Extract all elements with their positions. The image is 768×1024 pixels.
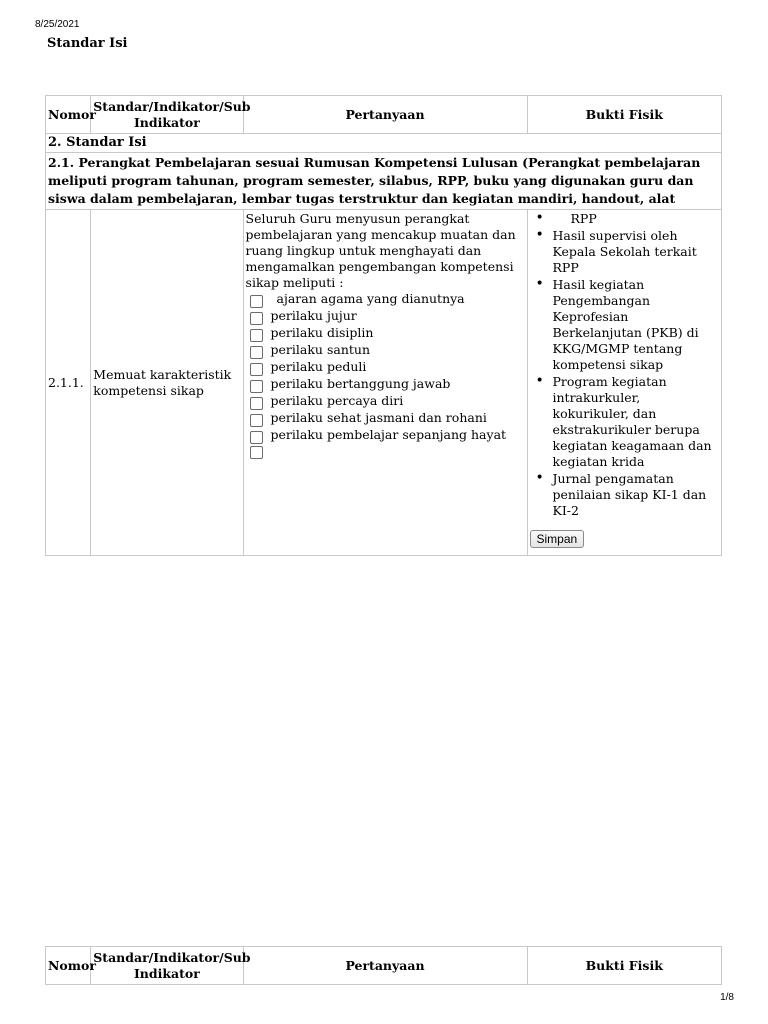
header-standar: Standar/Indikator/Sub Indikator [91, 96, 243, 134]
option-pembelajar[interactable] [246, 427, 525, 444]
checkbox[interactable] [250, 414, 263, 427]
bukti-fisik-list [530, 211, 720, 519]
checkbox[interactable] [250, 397, 263, 410]
header-nomor: Nomor [46, 96, 91, 134]
standar-isi-table-continued [45, 946, 722, 985]
page-number: 1/8 [720, 992, 734, 1003]
header-standar: Standar/Indikator/Sub Indikator [91, 947, 243, 985]
section-title: 2. Standar Isi [46, 134, 722, 153]
bukti-item-text: Hasil kegiatan Pengembangan Keprofesian Berkelanjutan (PKB) di KKG/MGMP tentang kompetensi sikap [552, 277, 699, 372]
option-disiplin[interactable] [246, 325, 525, 342]
list-item [530, 211, 720, 227]
row-nomor: 2.1.1. [46, 210, 91, 556]
list-item [530, 374, 720, 470]
table-header-row [46, 947, 722, 985]
header-nomor: Nomor [46, 947, 91, 985]
bukti-item-text: RPP [570, 211, 597, 226]
row-indikator: Memuat karakteristik kompetensi sikap [91, 210, 243, 556]
checkbox[interactable] [250, 446, 263, 459]
table-row [46, 210, 722, 556]
option-label: perilaku jujur [270, 308, 357, 323]
section-row [46, 134, 722, 153]
option-empty[interactable] [246, 444, 525, 459]
table-header-row [46, 96, 722, 134]
option-percaya-diri[interactable] [246, 393, 525, 410]
option-label: ajaran agama yang dianutnya [276, 291, 465, 306]
checkbox[interactable] [250, 346, 263, 359]
question-text: Seluruh Guru menyusun perangkat pembelajaran yang mencakup muatan dan ruang lingkup untuk menghayati dan mengamalkan pengembangan kompetensi sikap meliputi : [245, 211, 516, 290]
standar-isi-table [45, 95, 722, 556]
option-label: perilaku pembelajar sepanjang hayat [270, 427, 507, 442]
header-bukti-fisik: Bukti Fisik [527, 947, 722, 985]
option-label: perilaku bertanggung jawab [270, 376, 451, 391]
list-item [530, 228, 720, 276]
checkbox[interactable] [250, 312, 263, 325]
option-bertanggung-jawab[interactable] [246, 376, 525, 393]
list-item [530, 471, 720, 519]
bukti-item-text: Program kegiatan intrakurkuler, kokurikuler, dan ekstrakurikuler berupa kegiatan keagamaan dan kegiatan krida [552, 374, 712, 469]
option-label: perilaku sehat jasmani dan rohani [270, 410, 487, 425]
option-jujur[interactable] [246, 308, 525, 325]
option-agama[interactable] [246, 291, 525, 308]
checkbox[interactable] [250, 380, 263, 393]
checkbox[interactable] [250, 363, 263, 376]
bukti-item-text: Jurnal pengamatan penilaian sikap KI-1 dan KI-2 [552, 471, 707, 518]
bukti-item-text: Hasil supervisi oleh Kepala Sekolah terkait RPP [552, 228, 697, 275]
option-label: perilaku disiplin [270, 325, 374, 340]
list-item [530, 277, 720, 373]
header-pertanyaan: Pertanyaan [243, 96, 527, 134]
subsection-row [46, 153, 722, 210]
option-label: perilaku peduli [270, 359, 367, 374]
save-button[interactable]: Simpan [530, 530, 585, 548]
row-pertanyaan [243, 210, 527, 556]
print-date: 8/25/2021 [35, 19, 80, 30]
subsection-title: 2.1. Perangkat Pembelajaran sesuai Rumusan Kompetensi Lulusan (Perangkat pembelajaran meliputi program tahunan, program semester, silabus, RPP, buku yang digunakan guru dan siswa dalam pembelajaran, lembar tugas terstruktur dan kegiatan mandiri, handout, alat [46, 153, 722, 210]
header-bukti-fisik: Bukti Fisik [527, 96, 722, 134]
row-bukti-fisik [527, 210, 722, 556]
option-santun[interactable] [246, 342, 525, 359]
option-label: perilaku santun [270, 342, 370, 357]
option-sehat[interactable] [246, 410, 525, 427]
checkbox[interactable] [250, 295, 263, 308]
checkbox[interactable] [250, 431, 263, 444]
header-pertanyaan: Pertanyaan [243, 947, 527, 985]
checkbox[interactable] [250, 329, 263, 342]
option-peduli[interactable] [246, 359, 525, 376]
option-label: perilaku percaya diri [270, 393, 404, 408]
document-title: Standar Isi [47, 36, 128, 51]
